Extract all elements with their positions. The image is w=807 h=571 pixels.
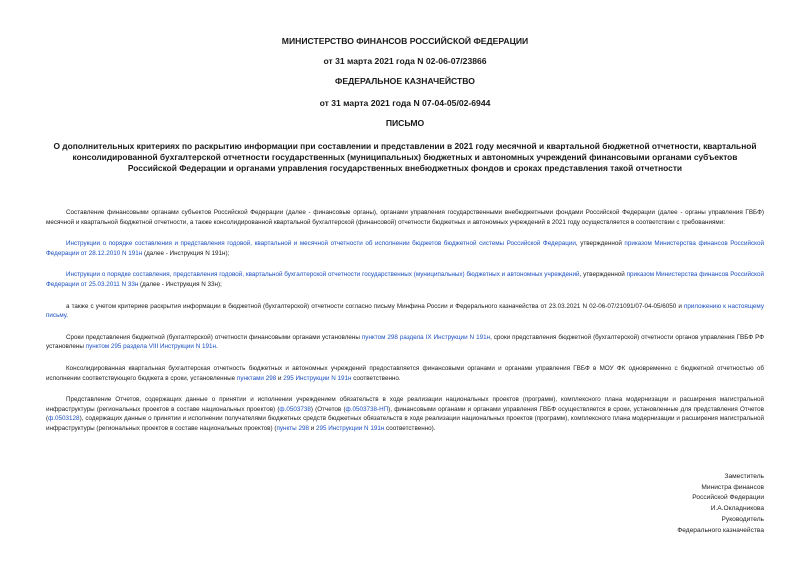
paragraph-consolidated: Консолидированная квартальная бухгалтерская отчетность бюджетных и автономных учреждений предоставляется финансовыми органами и органами управления ГВБФ в МОУ ФК одновременно с бюджетной отчетностью об исполнении соответствующего бюджета в сроки, установленные пунктами 298 и 295 Инструкции N 191н соответственно.	[46, 364, 764, 382]
paragraph-reports: Представление Отчетов, содержащих данные о принятии и исполнении учреждением обязательств в ходе реализации национальных проектов (программ), комплексного плана модернизации и расширения магистральной инфраструктуры (региональных проектов в составе национальных проектов) (ф.0503738) (Отчетов (ф.0503738-НП), финансовыми органами и органами управления ГВБФ осуществляется в сроки, установленные для представления Отчетов (ф.0503128), содержащих данные о принятии и исполнении получателями бюджетных средств бюджетных обязательств в ходе реализации национальных проектов (программ), комплексного плана модернизации и расширения магистральной инфраструктуры (региональных проектов в составе национальных проектов) (пункты 298 и 295 Инструкции N 191н соответственно).	[46, 396, 764, 432]
treasury-heading: ФЕДЕРАЛЬНОЕ КАЗНАЧЕЙСТВО	[335, 76, 475, 86]
paragraph-deadlines: Сроки представления бюджетной (бухгалтерской) отчетности финансовыми органами установлены пунктом 298 раздела IX Инструкции N 191н, сроки представления бюджетной (бухгалтерской) отчетности органов управления ГВБФ РФ установлены пунктом 295 раздела VIII Инструкции N 191н.	[46, 333, 764, 351]
link-instruction-33n[interactable]: Инструкции о порядке составления, представления годовой, квартальной бухгалтерской отчетности государственных (муниципальных) бюджетных и автономных учреждений	[66, 271, 580, 279]
signature-line: Заместитель	[724, 473, 764, 480]
signature-line: Федерального казначейства	[677, 526, 764, 534]
signature-name: И.А.Окладникова	[710, 505, 764, 513]
link-points-298[interactable]: пунктами 298	[236, 374, 277, 382]
link-form-0503738-np[interactable]: ф.0503738-НП	[345, 405, 389, 413]
signature-line: Руководитель	[721, 515, 764, 523]
paragraph-criteria: а также с учетом критериев раскрытия информации в бюджетной (бухгалтерской) отчетности согласно письму Минфина России и Федерального казначейства от 23.03.2021 N 02-06-07/21091/07-04-05/6050 и приложению к настоящему письму.	[46, 302, 764, 320]
link-295-instruction-b[interactable]: 295 Инструкции N 191н	[316, 424, 385, 432]
link-form-0503738[interactable]: ф.0503738	[279, 405, 311, 413]
ministry-date: от 31 марта 2021 года N 02-06-07/23866	[323, 56, 487, 66]
link-form-0503128[interactable]: ф.0503128	[48, 415, 80, 423]
signature-line: Министра финансов	[701, 483, 764, 491]
ministry-heading: МИНИСТЕРСТВО ФИНАНСОВ РОССИЙСКОЙ ФЕДЕРАЦИИ	[281, 36, 529, 46]
document-type: ПИСЬМО	[385, 118, 425, 128]
link-295-instruction[interactable]: 295 Инструкции N 191н	[283, 374, 352, 382]
paragraph-instruction-191n: Инструкции о порядке составления и представления годовой, квартальной и месячной отчетности об исполнении бюджетов бюджетной системы Российской Федерации, утвержденной приказом Министерства финансов Российской Федерации от 28.12.2010 N 191н (далее - Инструкция N 191н);	[46, 240, 764, 257]
link-point-298[interactable]: пунктом 298 раздела IX Инструкции N 191н	[361, 333, 491, 341]
link-points-298-b[interactable]: пункты 298	[276, 424, 309, 432]
treasury-date: от 31 марта 2021 года N 07-04-05/02-6944	[319, 98, 491, 108]
paragraph-instruction-33n: Инструкции о порядке составления, представления годовой, квартальной бухгалтерской отчетности государственных (муниципальных) бюджетных и автономных учреждений, утвержденной приказом Министерства финансов Российской Федерации от 25.03.2011 N 33н (далее - Инструкция N 33н);	[46, 271, 764, 288]
link-order-191n[interactable]: приказом Министерства финансов Российской Федерации от 28.12.2010 N 191н	[46, 240, 764, 257]
link-order-33n[interactable]: приказом Министерства финансов Российской Федерации от 25.03.2011 N 33н	[46, 271, 764, 288]
document-body	[46, 208, 764, 434]
signature-line: Российской Федерации	[692, 494, 764, 502]
link-point-295[interactable]: пунктом 295 раздела VIII Инструкции N 191н	[85, 343, 216, 351]
signature-block	[564, 472, 764, 536]
document-title: О дополнительных критериях по раскрытию информации при составлении и представлении в 2021 году месячной и квартальной бюджетной отчетности, квартальной консолидированной бухгалтерской отчетности государственных (муниципальных) бюджетных и автономных учреждений финансовыми органами субъектов Российской Федерации и органами управления государственных внебюджетных фондов и сроках представления такой отчетности	[53, 141, 757, 173]
paragraph-intro: Составление финансовыми органами субъектов Российской Федерации (далее - финансовые органы), органами управления государственными внебюджетными фондами Российской Федерации (далее - органы управления ГВБФ) месячной и квартальной бюджетной отчетности, а также консолидированной квартальной бухгалтерской (финансовой) отчетности бюджетных и автономных учреждений в 2021 году осуществляется в соответствии с требованиями:	[46, 209, 764, 226]
link-appendix[interactable]: приложению к настоящему письму	[46, 302, 764, 320]
link-instruction-191n[interactable]: Инструкции о порядке составления и представления годовой, квартальной и месячной отчетности об исполнении бюджетов бюджетной системы Российской Федерации	[66, 240, 576, 248]
